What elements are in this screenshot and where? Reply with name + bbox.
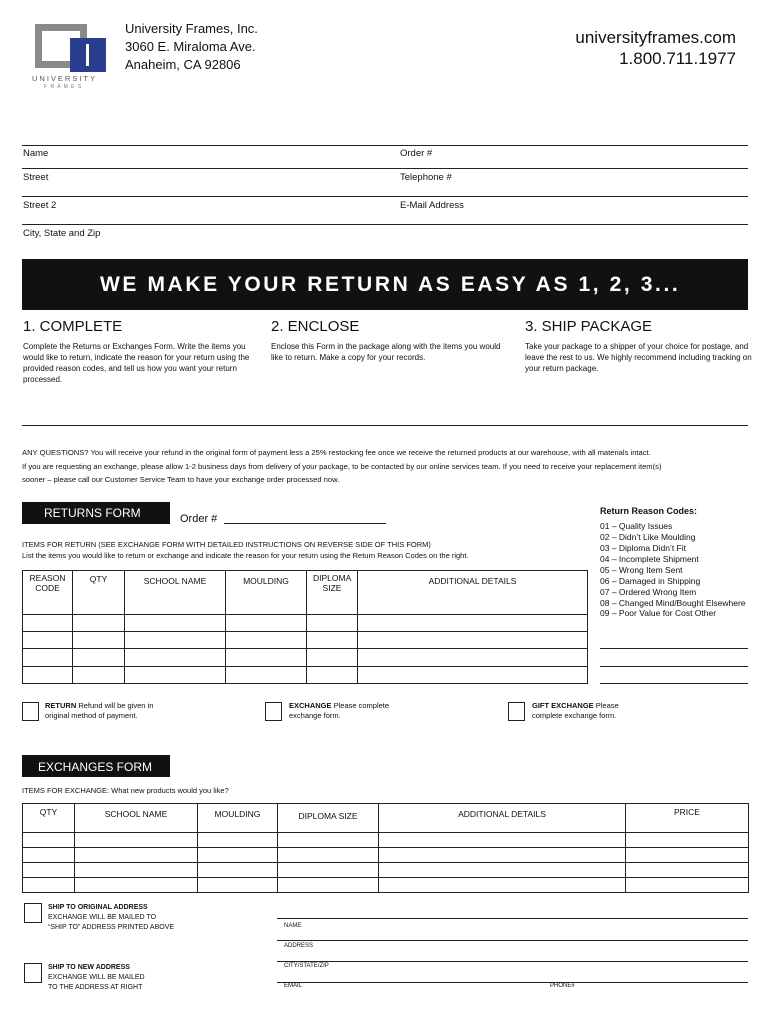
ship-original-checkbox[interactable] [24, 903, 42, 923]
exchanges-form-header [22, 755, 170, 777]
reason-code-03: 03 – Diploma Didn’t Fit [600, 543, 686, 553]
ship-name-label: NAME [284, 923, 302, 929]
return-option-label [45, 701, 165, 721]
logo-subtext: F R A M E S [44, 84, 83, 90]
col-additional-details: ADDITIONAL DETAILS [358, 571, 588, 615]
step-2-body: Enclose this Form in the package along with the items you would like to return. Make a copy for your records. [271, 342, 501, 362]
gift-exchange-option-bold: GIFT EXCHANGE [532, 701, 594, 710]
questions-line-2: If you are requesting an exchange, please allow 1-2 business days from delivery of your package, to be contacted by our online services team. If you need to receive your replacement item(s) [22, 462, 662, 471]
ship-phone-label: PHONE# [550, 983, 575, 989]
exchange-option-label [289, 701, 409, 721]
returns-order-label: Order # [180, 513, 218, 525]
field-label-street2: Street 2 [23, 200, 57, 211]
reason-note-line-3[interactable] [600, 683, 748, 684]
return-checkbox[interactable] [22, 702, 39, 721]
ex-col-additional-details: ADDITIONAL DETAILS [379, 804, 626, 833]
field-line-top [22, 145, 748, 146]
ship-email-label: EMAIL [284, 983, 303, 989]
ship-original-line-2: “SHIP TO” ADDRESS PRINTED ABOVE [48, 924, 175, 931]
ship-new-title: SHIP TO NEW ADDRESS [48, 964, 130, 971]
table-row[interactable] [23, 615, 588, 632]
returns-form-header [22, 502, 170, 524]
ship-city-label: CITY/STATE/ZIP [284, 963, 329, 969]
reason-note-line-1[interactable] [600, 648, 748, 649]
returns-table [22, 570, 588, 684]
ship-original-line-1: EXCHANGE WILL BE MAILED TO [48, 914, 157, 921]
table-row[interactable] [23, 632, 588, 649]
exchange-option-bold: EXCHANGE [289, 701, 332, 710]
name-field-line[interactable] [22, 168, 748, 169]
step-1-title: 1. COMPLETE [23, 318, 123, 335]
exchange-checkbox[interactable] [265, 702, 282, 721]
field-label-street: Street [23, 172, 49, 183]
table-row[interactable] [23, 863, 749, 878]
col-school-name: SCHOOL NAME [125, 571, 226, 615]
ex-col-qty: QTY [23, 804, 75, 833]
field-label-telephone: Telephone # [400, 172, 452, 183]
step-2-title: 2. ENCLOSE [271, 318, 360, 335]
questions-line-1: ANY QUESTIONS? You will receive your refund in the original form of payment less a 25% restocking fee once we receive the returned products at our warehouse, with all materials intact. [22, 448, 651, 457]
ship-new-line-2: TO THE ADDRESS AT RIGHT [48, 984, 143, 991]
gift-exchange-option-label [532, 701, 642, 721]
reason-code-09: 09 – Poor Value for Cost Other [600, 608, 717, 618]
reason-code-02: 02 – Didn’t Like Moulding [600, 532, 696, 542]
return-option-bold: RETURN [45, 701, 77, 710]
logo-text: UNIVERSITY [32, 74, 98, 83]
exchanges-header-row [23, 804, 749, 833]
field-label-order: Order # [400, 148, 433, 159]
company-city: Anaheim, CA 92806 [125, 57, 241, 72]
col-moulding: MOULDING [226, 571, 307, 615]
reason-note-line-2[interactable] [600, 666, 748, 667]
table-row[interactable] [23, 833, 749, 848]
step-3-title: 3. SHIP PACKAGE [525, 318, 652, 335]
table-row[interactable] [23, 878, 749, 893]
returns-order-field[interactable] [224, 523, 386, 524]
field-label-name: Name [23, 148, 49, 159]
returns-header-row [23, 571, 588, 615]
returns-instructions-1: ITEMS FOR RETURN (SEE EXCHANGE FORM WITH DETAILED INSTRUCTIONS ON REVERSE SIDE OF THIS FORM) [22, 540, 431, 549]
ship-address-field[interactable] [277, 961, 748, 962]
ship-top-line [277, 918, 748, 919]
ex-col-school-name: SCHOOL NAME [75, 804, 198, 833]
street-field-line[interactable] [22, 196, 748, 197]
company-website: universityframes.com [575, 28, 736, 47]
ex-col-diploma-size: DIPLOMA SIZE [278, 804, 379, 833]
company-logo [30, 20, 110, 95]
table-row[interactable] [23, 848, 749, 863]
ship-city-field[interactable] [277, 982, 748, 983]
step-3-body: Take your package to a shipper of your choice for postage, and leave the rest to us. We highly recommend including tracking on your return package. [525, 342, 752, 373]
reason-code-06: 06 – Damaged in Shipping [600, 576, 701, 586]
logo-white-tower [86, 44, 89, 66]
company-street: 3060 E. Miraloma Ave. [125, 39, 256, 54]
ex-col-price: PRICE [626, 804, 749, 833]
ship-new-line-1: EXCHANGE WILL BE MAILED [48, 974, 145, 981]
exchanges-prompt: ITEMS FOR EXCHANGE: What new products would you like? [22, 786, 229, 795]
return-option-text: Refund will be given in original method of payment. [45, 701, 154, 720]
table-row[interactable] [23, 667, 588, 684]
step-1-body: Complete the Returns or Exchanges Form. Write the items you would like to return, indicate the reason for your return using the provided reason codes, and tell us how you want your return processed. [23, 342, 250, 384]
col-reason-code: REASON CODE [23, 571, 73, 615]
company-name: University Frames, Inc. [125, 21, 258, 36]
exchanges-form-title: EXCHANGES FORM [38, 760, 153, 774]
street2-field-line[interactable] [22, 224, 748, 225]
reason-code-05: 05 – Wrong Item Sent [600, 565, 683, 575]
banner [22, 259, 748, 310]
ex-col-moulding: MOULDING [198, 804, 278, 833]
gift-exchange-checkbox[interactable] [508, 702, 525, 721]
returns-form-title: RETURNS FORM [44, 506, 141, 520]
exchange-option-text: Please complete exchange form. [289, 701, 390, 720]
col-qty: QTY [73, 571, 125, 615]
col-diploma-size: DIPLOMA SIZE [307, 571, 358, 615]
divider [22, 425, 748, 426]
questions-line-3: sooner – please call our Customer Service Team to have your exchange order processed now. [22, 475, 340, 484]
table-row[interactable] [23, 649, 588, 667]
ship-original-title: SHIP TO ORIGINAL ADDRESS [48, 904, 148, 911]
banner-text: WE MAKE YOUR RETURN AS EASY AS 1, 2, 3... [100, 273, 681, 296]
field-label-city: City, State and Zip [23, 228, 101, 239]
ship-new-checkbox[interactable] [24, 963, 42, 983]
field-label-email: E-Mail Address [400, 200, 464, 211]
ship-name-field[interactable] [277, 940, 748, 941]
reason-code-08: 08 – Changed Mind/Bought Elsewhere [600, 598, 746, 608]
reason-code-04: 04 – Incomplete Shipment [600, 554, 699, 564]
company-phone: 1.800.711.1977 [619, 49, 736, 68]
gift-exchange-option-text: Please complete exchange form. [532, 701, 619, 720]
returns-instructions-2: List the items you would like to return or exchange and indicate the reason for your return using the Return Reason Codes on the right. [22, 551, 469, 560]
reason-code-07: 07 – Ordered Wrong Item [600, 587, 697, 597]
reason-code-01: 01 – Quality Issues [600, 521, 673, 531]
reason-codes-title: Return Reason Codes: [600, 506, 698, 516]
ship-address-label: ADDRESS [284, 943, 314, 949]
exchanges-table [22, 803, 749, 893]
